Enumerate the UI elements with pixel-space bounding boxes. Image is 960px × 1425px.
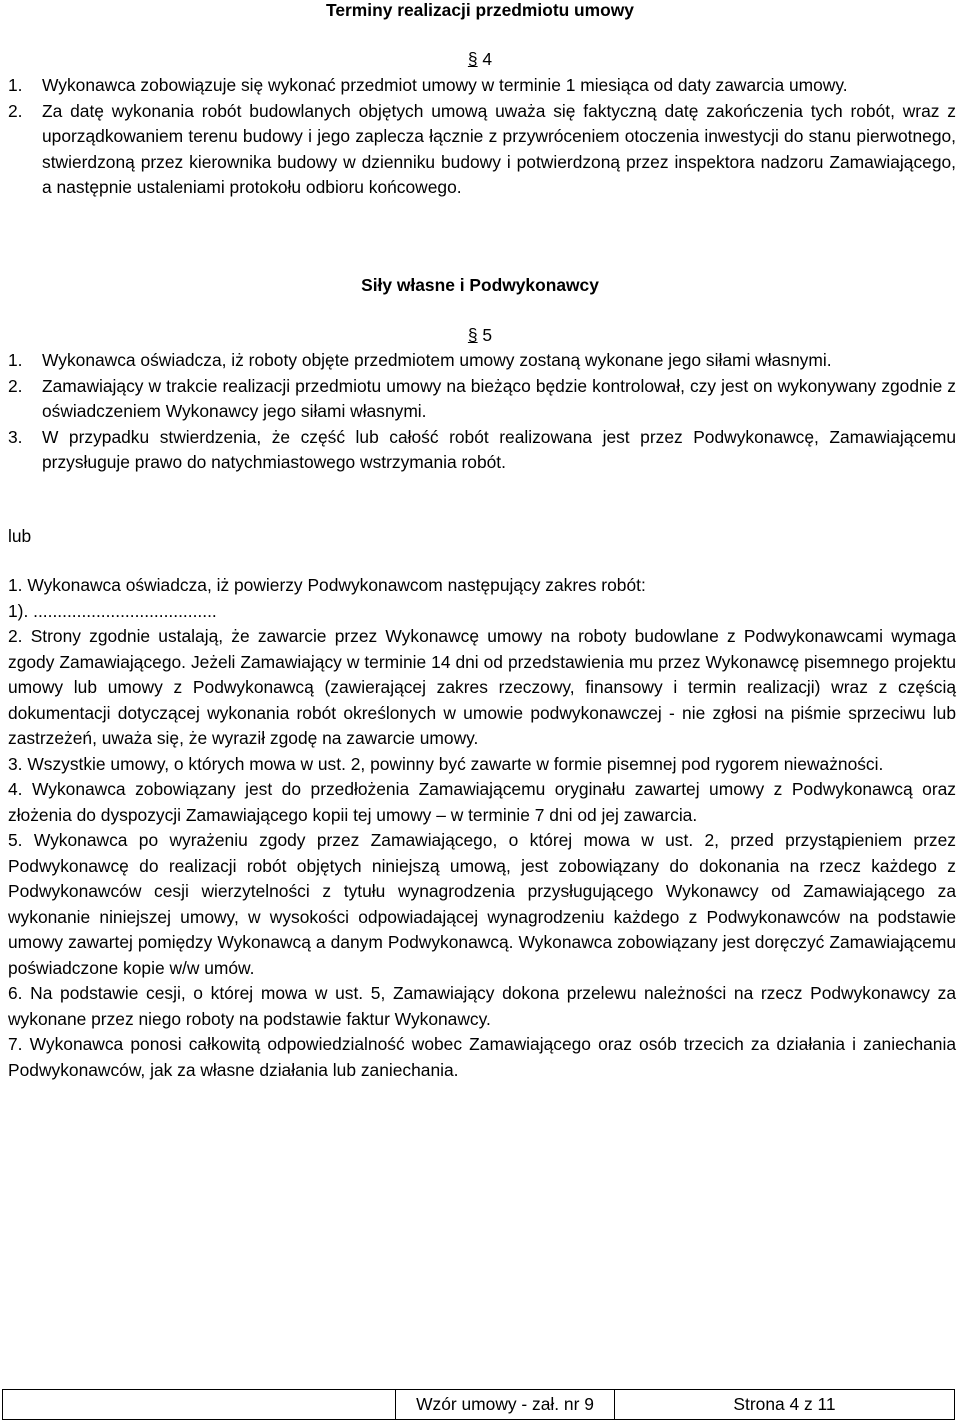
page-footer	[2, 1389, 955, 1420]
list-item	[8, 348, 956, 374]
item-number: 2.	[8, 100, 23, 121]
item-number: 2.	[8, 375, 23, 396]
subcontractors-clauses	[8, 573, 956, 1083]
section-title-subcontractors: Siły własne i Podwykonawcy	[361, 275, 599, 295]
list-item	[8, 374, 956, 425]
clause: 3. Wszystkie umowy, o których mowa w ust. 2, powinny być zawarte w formie pisemnej pod rygorem nieważności.	[8, 753, 884, 774]
list-item	[8, 73, 956, 99]
clause: 5. Wykonawca po wyrażeniu zgody przez Zamawiającego, o której mowa w ust. 2, przed przystąpieniem przez Podwykonawcę do realizacji robót objętych niniejszą umową, jest zobowiązany do dokonania na rzecz każdego z Podwykonawców cesji wierzytelności z tytułu wynagrodzenia przysługującego Wykonawcy od Zamawiającego za wykonanie niniejszej umowy, w wysokości odpowiadającej wynagrodzeniu każdego z Podwykonawców na podstawie umowy zawartej pomiędzy Wykonawcą a danym Podwykonawcą. Wykonawca zobowiązany jest doręczyć Zamawiającemu poświadczone kopie w/w umów.	[8, 830, 956, 978]
paragraph-number: 5	[482, 325, 493, 345]
footer-page-number: Strona 4 z 11	[733, 1393, 836, 1414]
section-sign: §	[467, 49, 478, 69]
item-text: W przypadku stwierdzenia, że część lub całość robót realizowana jest przez Podwykonawcę, Zamawiającemu przysługuje prawo do natychmiastowego wstrzymania robót.	[42, 426, 956, 472]
section-title-terms: Terminy realizacji przedmiotu umowy	[326, 0, 634, 20]
alternative-label: lub	[8, 526, 32, 546]
item-text: Zamawiający w trakcie realizacji przedmiotu umowy na bieżąco będzie kontrolował, czy jest on wykonywany zgodnie z oświadczeniem Wykonawcy jego siłami własnymi.	[42, 375, 956, 421]
paragraph-mark-5	[0, 323, 960, 349]
item-text: Wykonawca zobowiązuje się wykonać przedmiot umowy w terminie 1 miesiąca od daty zawarcia umowy.	[42, 75, 848, 95]
clause: 4. Wykonawca zobowiązany jest do przedłożenia Zamawiającemu oryginału zawartej umowy z Podwykonawcą oraz złożenia do dyspozycji Zamawiającego kopii tej umowy – w terminie 7 dni od jej zawarcia.	[8, 779, 956, 825]
paragraph-number: 4	[482, 49, 493, 69]
clause: 1). ......................................	[8, 600, 217, 621]
clause: 1. Wykonawca oświadcza, iż powierzy Podwykonawcom następujący zakres robót:	[8, 575, 646, 595]
item-number: 1.	[8, 350, 23, 370]
section-sign: §	[467, 325, 478, 345]
terms-list	[8, 73, 956, 201]
paragraph-mark-4	[0, 47, 960, 73]
list-item	[8, 99, 956, 201]
clause: 7. Wykonawca ponosi całkowitą odpowiedzialność wobec Zamawiającego oraz osób trzecich za działania i zaniechania Podwykonawców, jak za własne działania lub zaniechania.	[8, 1034, 956, 1080]
item-text: Za datę wykonania robót budowlanych objętych umową uważa się faktyczną datę zakończenia tych robót, wraz z uporządkowaniem terenu budowy i jego zaplecza łącznie z przywróceniem otoczenia inwestycji do stanu pierwotnego, stwierdzoną przez kierownika budowy w dzienniku budowy i potwierdzoną przez inspektora nadzoru Zamawiającego, a następnie ustaleniami protokołu odbioru końcowego.	[42, 100, 956, 197]
item-text: Wykonawca oświadcza, iż roboty objęte przedmiotem umowy zostaną wykonane jego siłami własnymi.	[42, 350, 832, 370]
list-item	[8, 425, 956, 476]
item-number: 1.	[8, 75, 23, 95]
clause: 2. Strony zgodnie ustalają, że zawarcie przez Wykonawcę umowy na roboty budowlane z Podwykonawcami wymaga zgody Zamawiającego. Jeżeli Zamawiający w terminie 14 dni od przedstawienia mu przez Wykonawcę pisemnego projektu umowy lub umowy z Podwykonawcą (zawierającej zakres rzeczowy, finansowy i termin realizacji) wraz z częścią dokumentacji dotyczącej wykonania robót określonych w umowie podwykonawczej - nie zgłosi na piśmie sprzeciwu lub zastrzeżeń, uważa się, że wyraził zgodę na zawarcie umowy.	[8, 626, 956, 748]
clause: 6. Na podstawie cesji, o której mowa w ust. 5, Zamawiający dokona przelewu należności na rzecz Podwykonawcy za wykonane przez niego roboty na podstawie faktur Wykonawcy.	[8, 983, 956, 1029]
footer-blank-cell	[3, 1390, 396, 1419]
item-number: 3.	[8, 426, 23, 447]
own-forces-list	[8, 348, 956, 476]
footer-model-label: Wzór umowy - zał. nr 9	[396, 1390, 615, 1419]
